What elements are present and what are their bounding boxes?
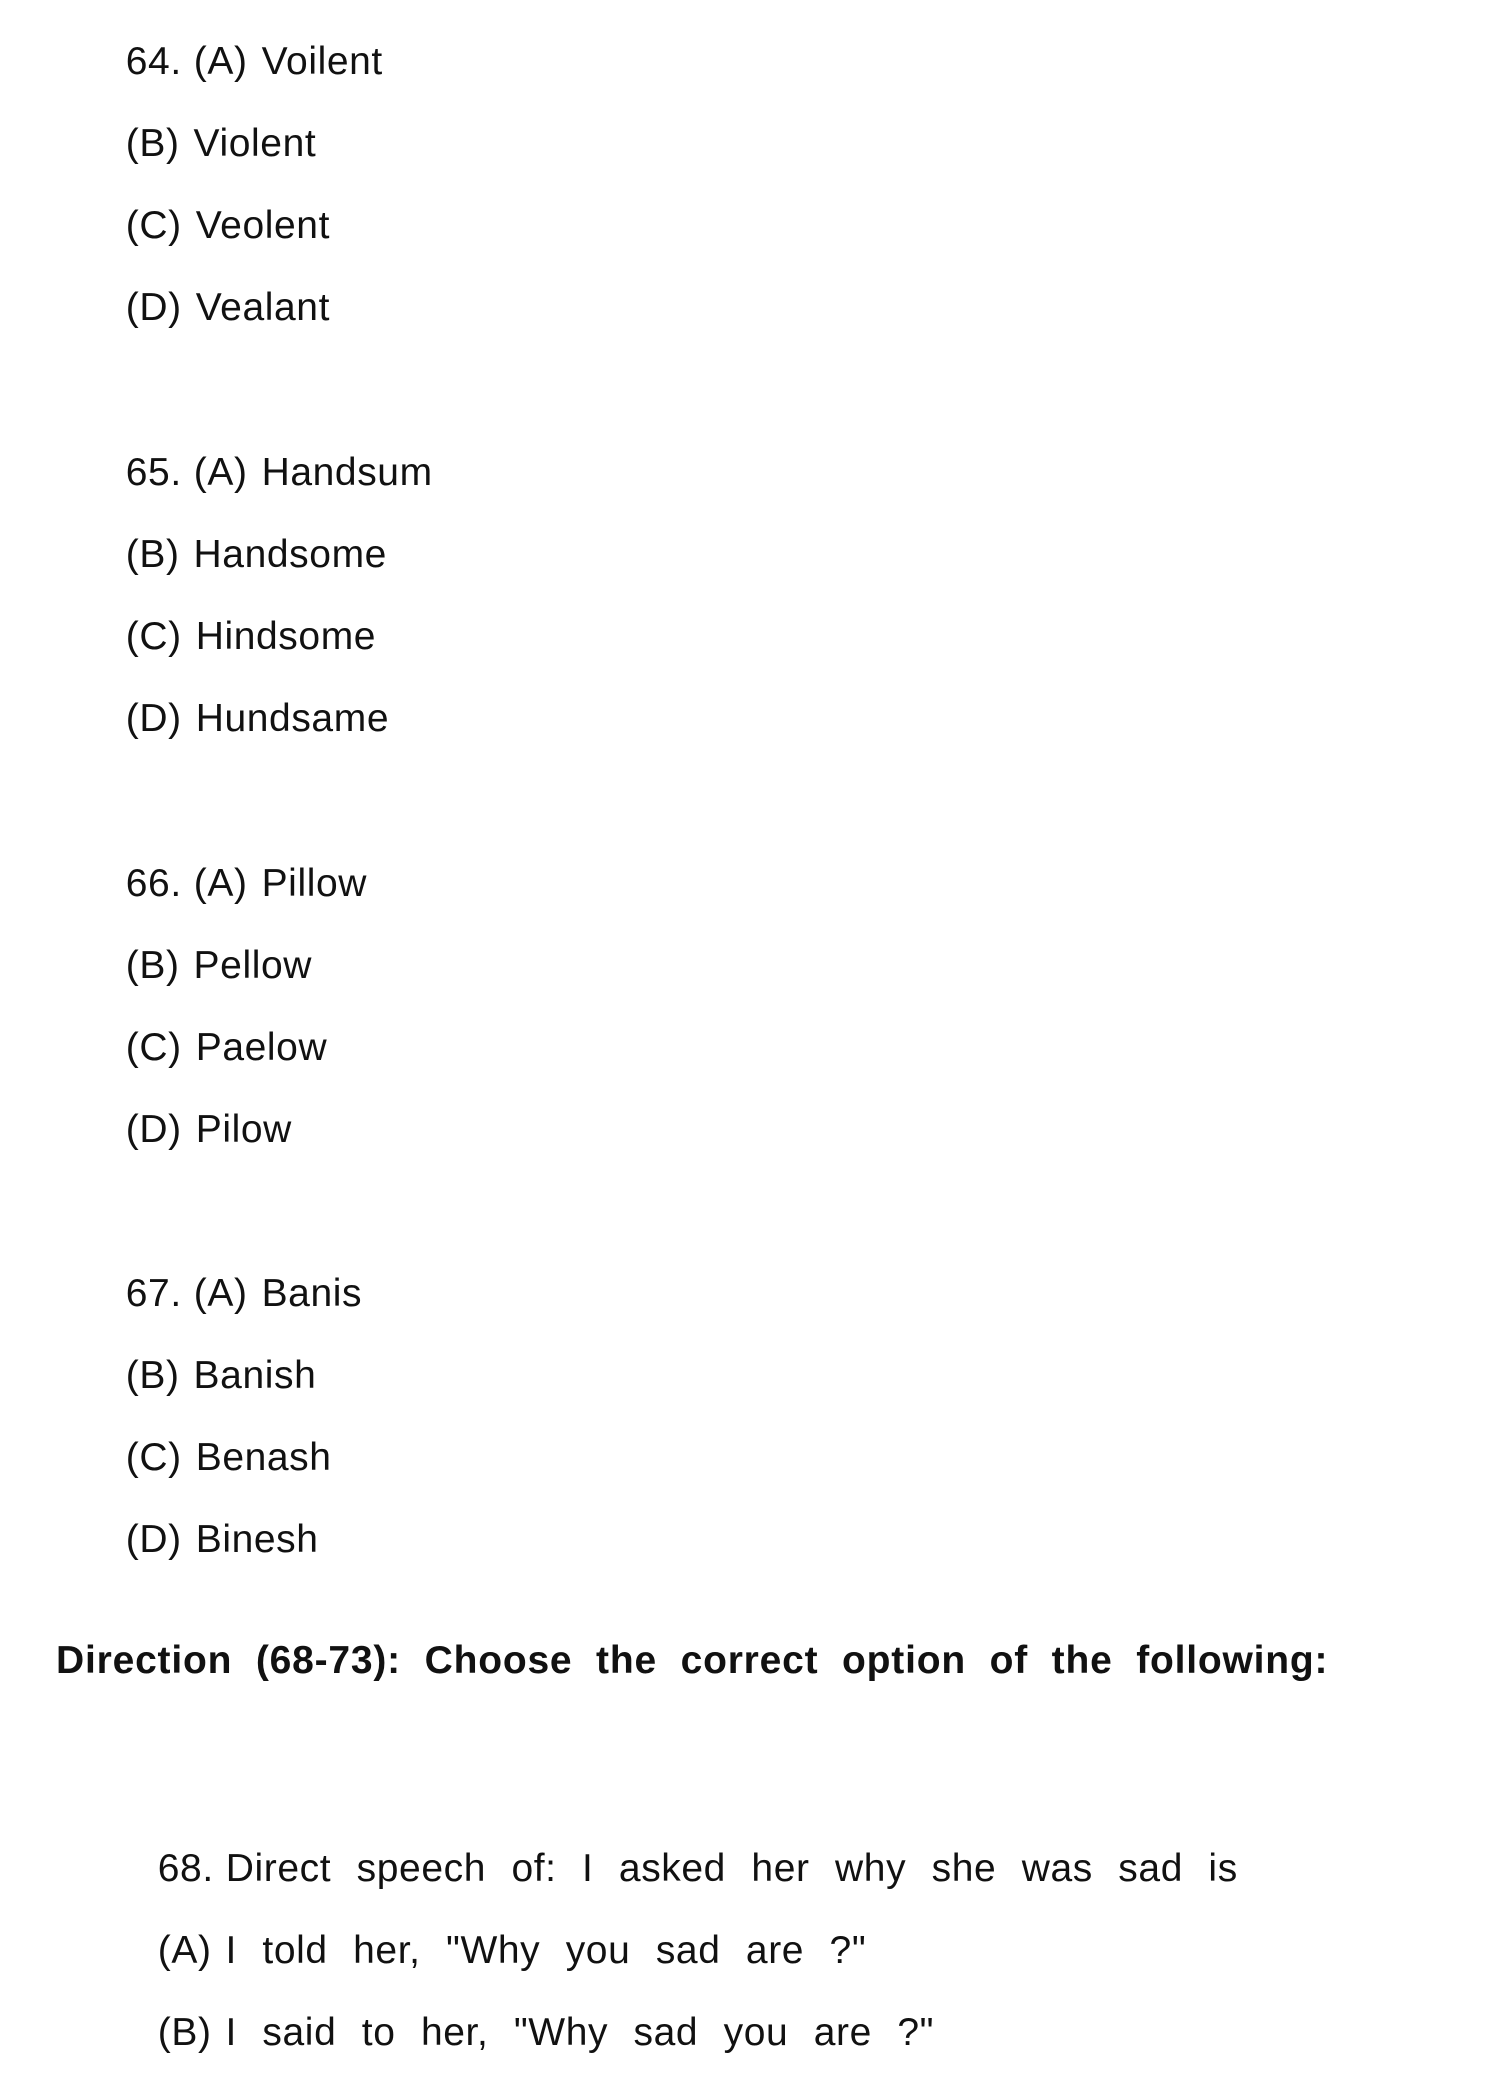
option-label: (A) (157, 1929, 212, 1972)
question-number: 68. (157, 1847, 214, 1890)
option-label: (B) (157, 2011, 212, 2054)
option-text: Handsome (193, 533, 387, 576)
option-text: Voilent (261, 40, 383, 83)
option-label: (A) (193, 1272, 248, 1315)
option-text: Hindsome (195, 615, 377, 658)
question-65-option-d (56, 653, 389, 785)
option-label: (D) (125, 1518, 182, 1561)
question-text: Direct speech of: I asked her why she was sad is (225, 1847, 1238, 1890)
option-text: Veolent (195, 204, 331, 247)
option-text: Benash (195, 1436, 332, 1479)
option-text: Pillow (261, 862, 368, 905)
question-number: 65. (125, 451, 182, 494)
option-label: (D) (125, 286, 182, 329)
option-label: (C) (125, 204, 182, 247)
option-text: Vealant (195, 286, 331, 329)
option-label: (C) (125, 1436, 182, 1479)
question-64-option-d (56, 242, 330, 374)
option-label: (B) (125, 122, 180, 165)
question-67-option-d (56, 1474, 319, 1606)
option-label: (D) (125, 1108, 182, 1151)
question-68-option-b (56, 1967, 934, 2099)
option-text: Hundsame (195, 697, 390, 740)
option-text: Banis (261, 1272, 363, 1315)
option-label: (B) (125, 533, 180, 576)
option-label: (C) (125, 615, 182, 658)
question-number: 66. (125, 862, 182, 905)
option-label: (B) (125, 1354, 180, 1397)
option-label: (A) (193, 451, 248, 494)
option-text: I told her, "Why you sad are ?" (225, 1929, 867, 1972)
option-text: Handsum (261, 451, 433, 494)
option-label: (A) (193, 40, 248, 83)
option-text: I said to her, "Why sad you are ?" (225, 2011, 935, 2054)
option-label: (D) (125, 697, 182, 740)
question-66-option-d (56, 1064, 292, 1196)
option-text: Pellow (193, 944, 313, 987)
option-label: (B) (125, 944, 180, 987)
option-text: Binesh (195, 1518, 319, 1561)
option-text: Paelow (195, 1026, 328, 1069)
option-label: (A) (193, 862, 248, 905)
question-number: 67. (125, 1272, 182, 1315)
option-text: Banish (193, 1354, 317, 1397)
option-label: (C) (125, 1026, 182, 1069)
option-text: Violent (193, 122, 317, 165)
question-number: 64. (125, 40, 182, 83)
direction-heading: Direction (68-73): Choose the correct option of the following: (56, 1639, 1329, 1682)
option-text: Pilow (195, 1108, 292, 1151)
